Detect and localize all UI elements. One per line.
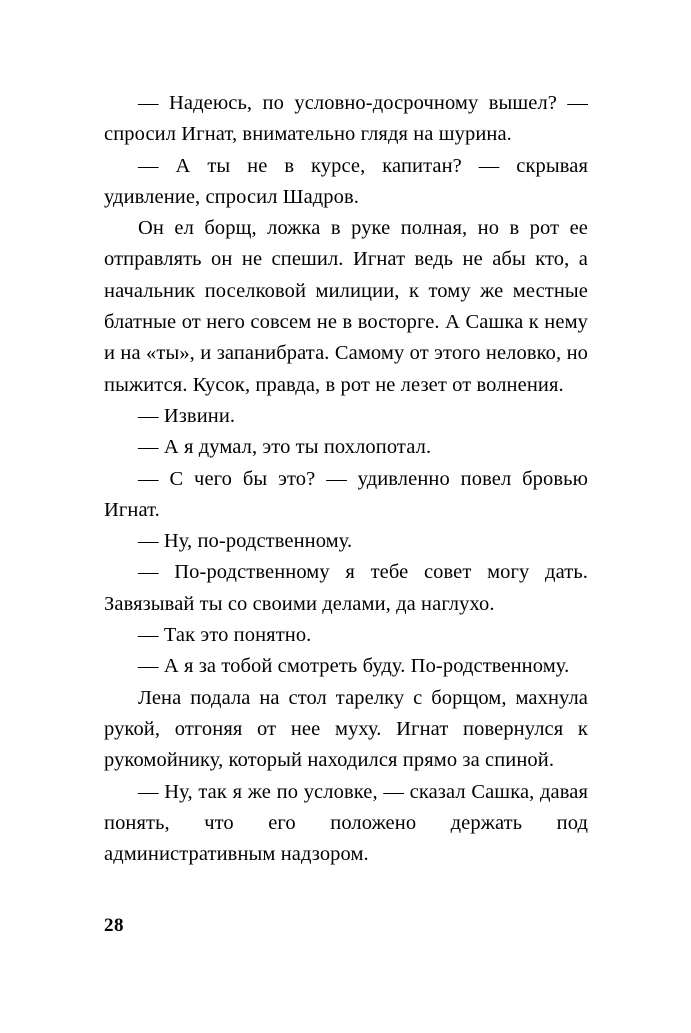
page-text-block — [104, 88, 588, 870]
paragraph: Он ел борщ, ложка в руке полная, но в рот ее отправлять он не спешил. Игнат ведь не абы кто, а начальник поселковой милиции, к тому же местные блатные от него совсем не в восторге. А Сашка к нему и на «ты», и запанибрата. Самому от этого неловко, но пыжится. Кусок, правда, в рот не лезет от волнения. — [104, 217, 588, 396]
paragraph: — А я думал, это ты похлопотал. — [138, 436, 432, 459]
paragraph: — Ну, по-родственному. — [138, 530, 353, 553]
paragraph: — Извини. — [138, 404, 236, 427]
paragraph: — Так это понятно. — [138, 624, 312, 647]
paragraph: Лена подала на стол тарелку с борщом, махнула рукой, отгоняя от нее муху. Игнат повернулся к рукомойнику, который находился прямо за спиной. — [104, 686, 588, 772]
paragraph: — Ну, так я же по условке, — сказал Сашка, давая понять, что его положено держать под административным надзором. — [104, 780, 588, 866]
page-number: 28 — [104, 915, 124, 936]
paragraph: — А я за тобой смотреть буду. По-родственному. — [138, 655, 570, 678]
paragraph: — А ты не в курсе, капитан? — скрывая удивление, спросил Шадров. — [104, 154, 588, 208]
paragraph: — По-родственному я тебе совет могу дать. Завязывай ты со своими делами, да наглухо. — [104, 561, 588, 615]
paragraph: — С чего бы это? — удивленно повел бровью Игнат. — [104, 467, 588, 521]
paragraph: — Надеюсь, по условно-досрочному вышел? — спросил Игнат, внимательно глядя на шурина. — [104, 92, 588, 146]
